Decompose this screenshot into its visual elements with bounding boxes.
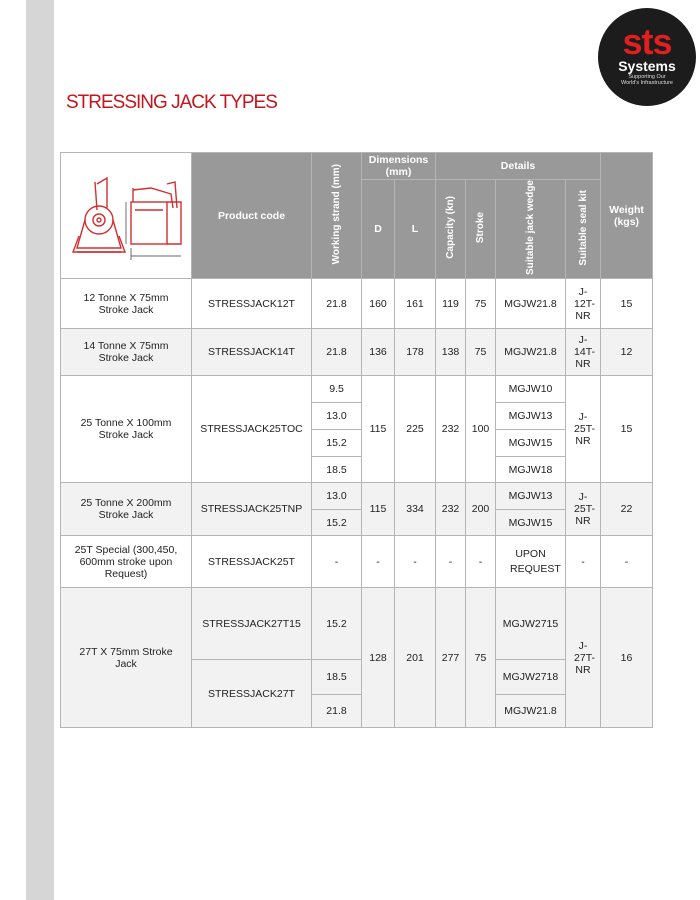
row2-strand: 21.8 <box>312 329 362 376</box>
row3-strand-2: 13.0 <box>312 403 362 430</box>
row2-weight: 12 <box>601 329 653 376</box>
table-row <box>61 376 653 403</box>
jack-diagram-cell <box>61 153 192 279</box>
row5-d: - <box>362 536 395 588</box>
header-capacity-label: Capacity (kn) <box>445 196 457 259</box>
header-dimensions: Dimensions (mm) <box>362 153 436 180</box>
row6-weight: 16 <box>601 588 653 728</box>
row4-strand-1: 13.0 <box>312 483 362 510</box>
row2-code: STRESSJACK14T <box>192 329 312 376</box>
row6-wedge-3: MGJW21.8 <box>496 695 566 728</box>
row5-code: STRESSJACK25T <box>192 536 312 588</box>
row2-capacity: 138 <box>436 329 466 376</box>
row5-capacity: - <box>436 536 466 588</box>
table-row <box>61 483 653 510</box>
header-seal-label: Suitable seal kit <box>577 189 589 266</box>
header-working-strand-label: Working strand (mm) <box>331 163 342 265</box>
row1-capacity: 119 <box>436 279 466 329</box>
table-row <box>61 536 653 588</box>
logo-tagline-2: World's Infrastructure <box>621 80 673 86</box>
jack-diagram-icon <box>63 160 189 268</box>
row1-stroke: 75 <box>466 279 496 329</box>
row4-seal: J-25T-NR <box>566 483 601 536</box>
header-wedge-label: Suitable jack wedge <box>525 180 537 276</box>
row3-capacity: 232 <box>436 376 466 483</box>
row3-l: 225 <box>395 376 436 483</box>
row1-d: 160 <box>362 279 395 329</box>
header-product-code: Product code <box>192 153 312 279</box>
row6-wedge-2: MGJW2718 <box>496 660 566 695</box>
row6-strand-3: 21.8 <box>312 695 362 728</box>
row3-strand-3: 15.2 <box>312 430 362 457</box>
row5-wedge: UPON REQUEST <box>496 536 566 588</box>
page-title: STRESSING JACK TYPES <box>66 92 277 113</box>
row4-weight: 22 <box>601 483 653 536</box>
row2-stroke: 75 <box>466 329 496 376</box>
row5-weight: - <box>601 536 653 588</box>
row4-wedge-2: MGJW15 <box>496 510 566 536</box>
row3-wedge-1: MGJW10 <box>496 376 566 403</box>
row5-seal: - <box>566 536 601 588</box>
logo-word: sts <box>622 21 672 62</box>
row3-strand-4: 18.5 <box>312 457 362 483</box>
logo-systems: Systems <box>618 58 676 74</box>
row4-wedge-1: MGJW13 <box>496 483 566 510</box>
row6-strand-2: 18.5 <box>312 660 362 695</box>
row3-strand-1: 9.5 <box>312 376 362 403</box>
row1-strand: 21.8 <box>312 279 362 329</box>
row2-l: 178 <box>395 329 436 376</box>
row4-l: 334 <box>395 483 436 536</box>
row3-code: STRESSJACK25TOC <box>192 376 312 483</box>
row5-stroke: - <box>466 536 496 588</box>
table-row <box>61 329 653 376</box>
row3-d: 115 <box>362 376 395 483</box>
row1-code: STRESSJACK12T <box>192 279 312 329</box>
row6-capacity: 277 <box>436 588 466 728</box>
row4-code: STRESSJACK25TNP <box>192 483 312 536</box>
row6-d: 128 <box>362 588 395 728</box>
header-working-strand <box>312 153 362 279</box>
row4-strand-2: 15.2 <box>312 510 362 536</box>
row3-wedge-3: MGJW15 <box>496 430 566 457</box>
header-weight: Weight (kgs) <box>601 153 653 279</box>
row1-l: 161 <box>395 279 436 329</box>
row3-stroke: 100 <box>466 376 496 483</box>
row3-desc: 25 Tonne X 100mm Stroke Jack <box>61 376 192 483</box>
row6-strand-1: 15.2 <box>312 588 362 660</box>
row2-seal: J-14T-NR <box>566 329 601 376</box>
row4-stroke: 200 <box>466 483 496 536</box>
row6-wedge-1: MGJW2715 <box>496 588 566 660</box>
header-l: L <box>395 180 436 279</box>
row6-stroke: 75 <box>466 588 496 728</box>
row5-strand: - <box>312 536 362 588</box>
row2-desc: 14 Tonne X 75mm Stroke Jack <box>61 329 192 376</box>
row6-seal: J-27T-NR <box>566 588 601 728</box>
row3-wedge-2: MGJW13 <box>496 403 566 430</box>
jack-types-table <box>60 152 653 728</box>
logo-tagline-1: Supporting Our <box>628 74 666 80</box>
row4-desc: 25 Tonne X 200mm Stroke Jack <box>61 483 192 536</box>
header-capacity <box>436 180 466 279</box>
row6-l: 201 <box>395 588 436 728</box>
header-seal <box>566 180 601 279</box>
row1-seal: J-12T-NR <box>566 279 601 329</box>
header-details: Details <box>436 153 601 180</box>
left-margin-bar <box>26 0 54 900</box>
row6-code-2: STRESSJACK27T <box>192 660 312 728</box>
row1-desc: 12 Tonne X 75mm Stroke Jack <box>61 279 192 329</box>
table-row <box>61 279 653 329</box>
row6-code-1: STRESSJACK27T15 <box>192 588 312 660</box>
sts-logo <box>598 8 696 106</box>
header-wedge <box>496 180 566 279</box>
row1-weight: 15 <box>601 279 653 329</box>
row2-d: 136 <box>362 329 395 376</box>
table-row <box>61 588 653 660</box>
header-stroke <box>466 180 496 279</box>
row6-desc: 27T X 75mm Stroke Jack <box>61 588 192 728</box>
row3-seal: J-25T-NR <box>566 376 601 483</box>
row4-d: 115 <box>362 483 395 536</box>
row1-wedge: MGJW21.8 <box>496 279 566 329</box>
row3-wedge-4: MGJW18 <box>496 457 566 483</box>
row3-weight: 15 <box>601 376 653 483</box>
header-d: D <box>362 180 395 279</box>
row4-capacity: 232 <box>436 483 466 536</box>
row5-l: - <box>395 536 436 588</box>
row5-desc: 25T Special (300,450, 600mm stroke upon Request) <box>61 536 192 588</box>
header-stroke-label: Stroke <box>475 211 487 244</box>
row2-wedge: MGJW21.8 <box>496 329 566 376</box>
